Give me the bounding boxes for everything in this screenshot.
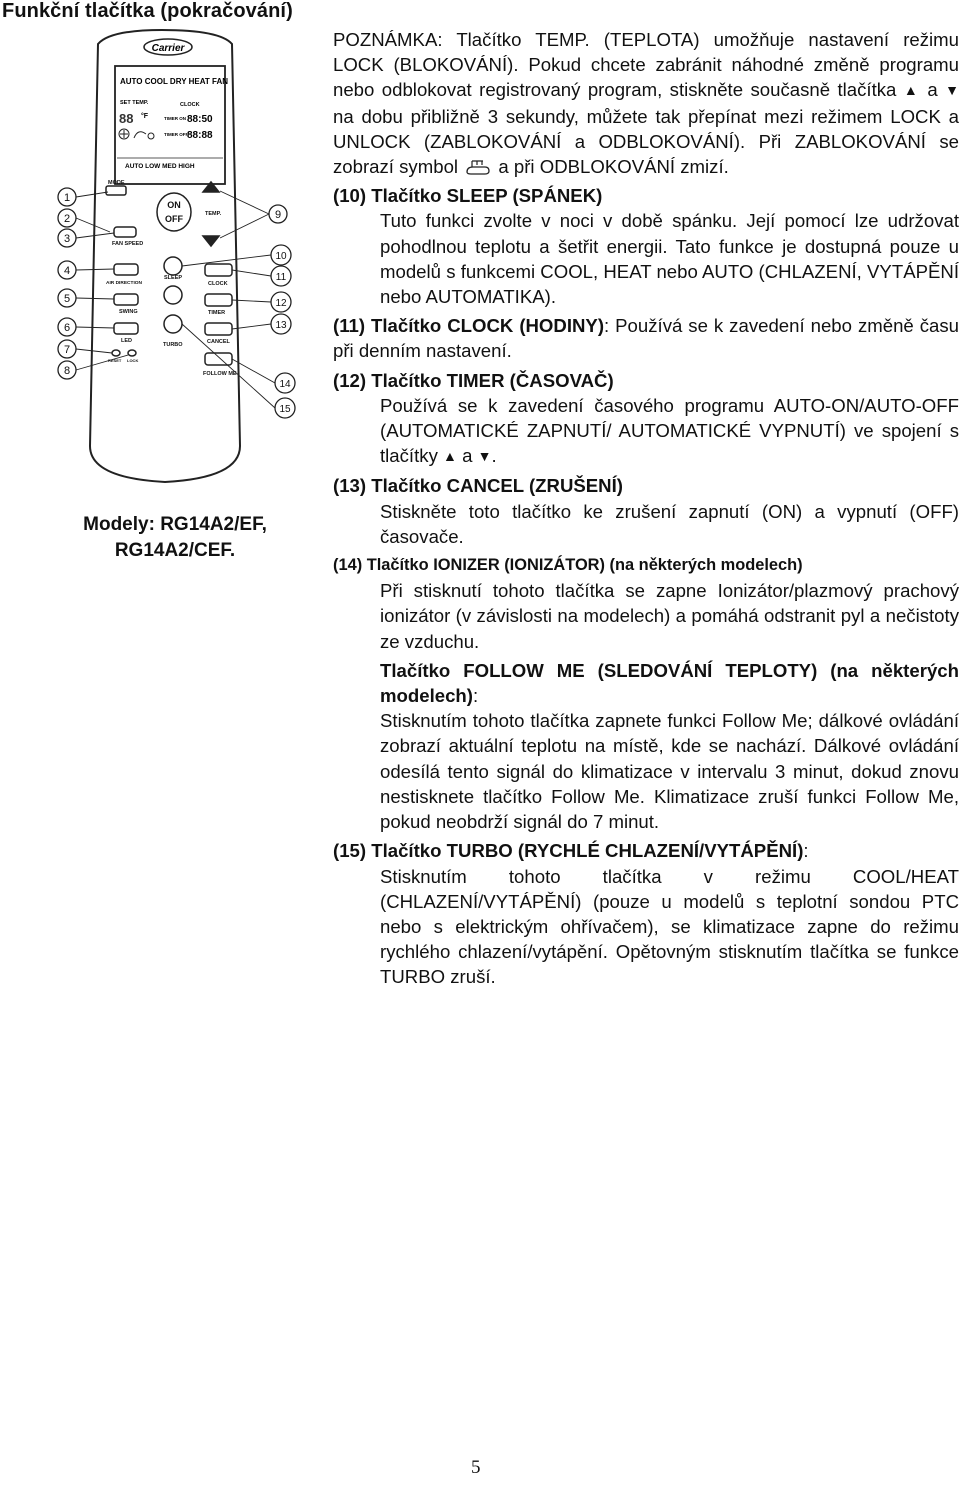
lcd-clock-label: CLOCK xyxy=(180,102,200,108)
label-on: ON xyxy=(167,200,181,210)
swing-round-button xyxy=(164,286,182,304)
note-paragraph xyxy=(333,27,959,179)
ionizer-heading: (14) Tlačítko IONIZER (IONIZÁTOR) (na některých modelech) xyxy=(333,556,803,575)
follow-me-heading-paragraph xyxy=(333,658,959,708)
note-line3: a při ODBLOKOVÁNÍ zmizí. xyxy=(498,156,729,178)
note-line1: POZNÁMKA: Tlačítko TEMP. (TEPLOTA) umožňuje nastavení režimu LOCK (BLOKOVÁNÍ). Pokud chcete zabránit náhodné změně programu nebo odblokovat registrovaný program, stiskněte současně tlačítka xyxy=(333,29,959,101)
turbo-heading: (15) Tlačítko TURBO (RYCHLÉ CHLAZENÍ/VYTÁPĚNÍ) xyxy=(333,840,804,862)
lcd-fan-row: AUTO LOW MED HIGH xyxy=(125,163,195,170)
lcd-set-temp: SET TEMP. xyxy=(120,100,149,106)
timer-end: . xyxy=(491,445,497,467)
label-follow-me: FOLLOW ME xyxy=(203,371,237,377)
arrow-down-icon: ▼ xyxy=(945,82,960,99)
timer-paragraph xyxy=(333,393,959,470)
timer-and: a xyxy=(462,445,473,467)
callout-4: 4 xyxy=(63,265,71,277)
label-mode: MODE xyxy=(108,180,125,186)
callout-5: 5 xyxy=(63,293,71,305)
label-lock: LOCK xyxy=(127,358,139,363)
air-direction-button xyxy=(114,264,138,275)
callout-12: 12 xyxy=(275,298,287,309)
callout-1: 1 xyxy=(63,192,71,204)
follow-me-body: Stisknutím tohoto tlačítka zapnete funkci Follow Me; dálkové ovládání zobrazí aktuální teplotu na místě, kde se nachází. Dálkové ovládání odesílá tento signál do klimatizace v intervalu 3 minut, dokud znovu nestisknete tlačítko Follow Me. Klimatizace zruší funkci Follow Me, pokud neobdrží signál do 7 minut. xyxy=(380,710,959,833)
callout-14: 14 xyxy=(279,379,291,390)
timer-button xyxy=(205,294,232,306)
lcd-modes-row: AUTO COOL DRY HEAT FAN xyxy=(120,77,229,86)
note-and: a xyxy=(927,79,938,101)
remote-control-figure xyxy=(50,26,310,496)
cancel-button xyxy=(205,323,232,335)
label-cancel: CANCEL xyxy=(207,339,230,345)
carrier-logo-text: Carrier xyxy=(151,43,185,54)
follow-me-button xyxy=(205,353,232,365)
on-off-button xyxy=(157,193,191,231)
follow-me-heading: Tlačítko FOLLOW ME (SLEDOVÁNÍ TEPLOTY) (na některých modelech) xyxy=(380,659,959,707)
lcd-timer-on: TIMER ON xyxy=(164,116,186,121)
turbo-round-button xyxy=(164,315,182,333)
label-air-direction: AIR DIRECTION xyxy=(106,281,142,286)
label-fan-speed: FAN SPEED xyxy=(112,241,144,247)
timer-arrow-up-icon: ▲ xyxy=(443,448,457,465)
timer-body: Používá se k zavedení časového programu AUTO-ON/AUTO-OFF (AUTOMATICKÉ ZAPNUTÍ/ AUTOMATICKÉ VYPNUTÍ) ve spojení s tlačítky xyxy=(380,394,959,467)
mode-button xyxy=(106,186,126,195)
swing-button xyxy=(114,294,138,305)
models-line-2: RG14A2/CEF. xyxy=(114,540,236,561)
models-caption xyxy=(40,512,310,564)
sleep-body: Tuto funkci zvolte v noci v době spánku. Její pomocí lze udržovat pohodlnou teplotu a šetřit energii. Tato funkce je dostupná pouze u modelů s funkcemi COOL, HEAT nebo AUTO (CHLAZENÍ, VYTÁPĚNÍ nebo AUTOMATIKA). xyxy=(380,210,959,308)
turbo-body: Stisknutím tohoto tlačítka v režimu COOL/HEAT (CHLAZENÍ/VYTÁPĚNÍ) (pouze u modelů s teplotní sondou PTC nebo s elektrickým ohřívačem), se klimatizace zapne do režimu rychlého chlazení/vytápění. Opětovným stisknutím tlačítka se funkce TURBO zruší. xyxy=(380,865,959,988)
callout-8: 8 xyxy=(63,365,71,377)
lcd-temp-unit: °F xyxy=(141,113,149,120)
callout-15: 15 xyxy=(279,404,291,415)
lcd-temp-digits: 88 xyxy=(119,111,134,126)
page-number: 5 xyxy=(471,1457,481,1478)
clock-heading: (11) Tlačítko CLOCK (HODINY) xyxy=(333,315,605,337)
callout-3: 3 xyxy=(63,233,71,245)
label-sleep: SLEEP xyxy=(164,275,183,281)
timer-arrow-down-icon: ▼ xyxy=(477,448,492,465)
cancel-body: Stiskněte toto tlačítko ke zrušení zapnutí (ON) a vypnutí (OFF) časovače. xyxy=(380,500,959,547)
page-title: Funkční tlačítka (pokračování) xyxy=(2,0,293,22)
turbo-colon: : xyxy=(803,840,809,862)
note-line2: na dobu přibližně 3 sekundy, můžete tak přepínat mezi režimem LOCK a UNLOCK (ZABLOKOVÁNÍ a ODBLOKOVÁNÍ). Při ZABLOKOVÁNÍ se zobrazí symbol xyxy=(333,105,959,178)
callout-7: 7 xyxy=(63,344,71,356)
lcd-time-off: 88:88 xyxy=(187,130,213,141)
callout-9: 9 xyxy=(274,209,282,221)
callout-6: 6 xyxy=(63,322,71,334)
lcd-time-on: 88:50 xyxy=(187,114,213,125)
follow-me-colon: : xyxy=(473,685,479,707)
lcd-timer-off: TIMER OFF xyxy=(164,132,189,137)
label-off: OFF xyxy=(165,214,183,224)
callout-11: 11 xyxy=(275,272,287,283)
clock-paragraph xyxy=(333,313,959,363)
label-led: LED xyxy=(121,338,132,344)
clock-button xyxy=(205,264,232,276)
clock-body: : Používá se k zavedení nebo změně času při denním nastavení. xyxy=(333,315,959,362)
sleep-button xyxy=(164,257,182,275)
cancel-heading: (13) Tlačítko CANCEL (ZRUŠENÍ) xyxy=(333,475,623,497)
label-turbo: TURBO xyxy=(163,342,183,348)
led-button xyxy=(114,323,138,334)
label-reset: RESET xyxy=(108,358,122,363)
arrow-up-icon: ▲ xyxy=(903,82,920,99)
callout-10: 10 xyxy=(275,251,287,262)
label-swing: SWING xyxy=(119,309,138,315)
text-column xyxy=(333,27,959,990)
ionizer-body: Při stisknutí tohoto tlačítka se zapne Ionizátor/plazmový prachový ionizátor (v závislosti na modelech) a pomáhá odstranit pyl a nečistoty ze vzduchu. xyxy=(380,580,959,652)
label-timer: TIMER xyxy=(208,310,226,316)
turbo-heading-paragraph xyxy=(333,838,959,863)
lock-button xyxy=(128,350,136,356)
callout-2: 2 xyxy=(63,213,71,225)
timer-heading: (12) Tlačítko TIMER (ČASOVAČ) xyxy=(333,369,614,391)
label-clock: CLOCK xyxy=(208,281,228,287)
reset-button xyxy=(112,350,120,356)
lock-symbol-icon xyxy=(463,158,493,176)
fan-speed-button xyxy=(114,227,136,237)
label-temp: TEMP. xyxy=(205,211,222,217)
sleep-heading: (10) Tlačítko SLEEP (SPÁNEK) xyxy=(333,185,603,207)
callout-13: 13 xyxy=(275,320,287,331)
models-line-1: Modely: RG14A2/EF, xyxy=(83,514,267,535)
